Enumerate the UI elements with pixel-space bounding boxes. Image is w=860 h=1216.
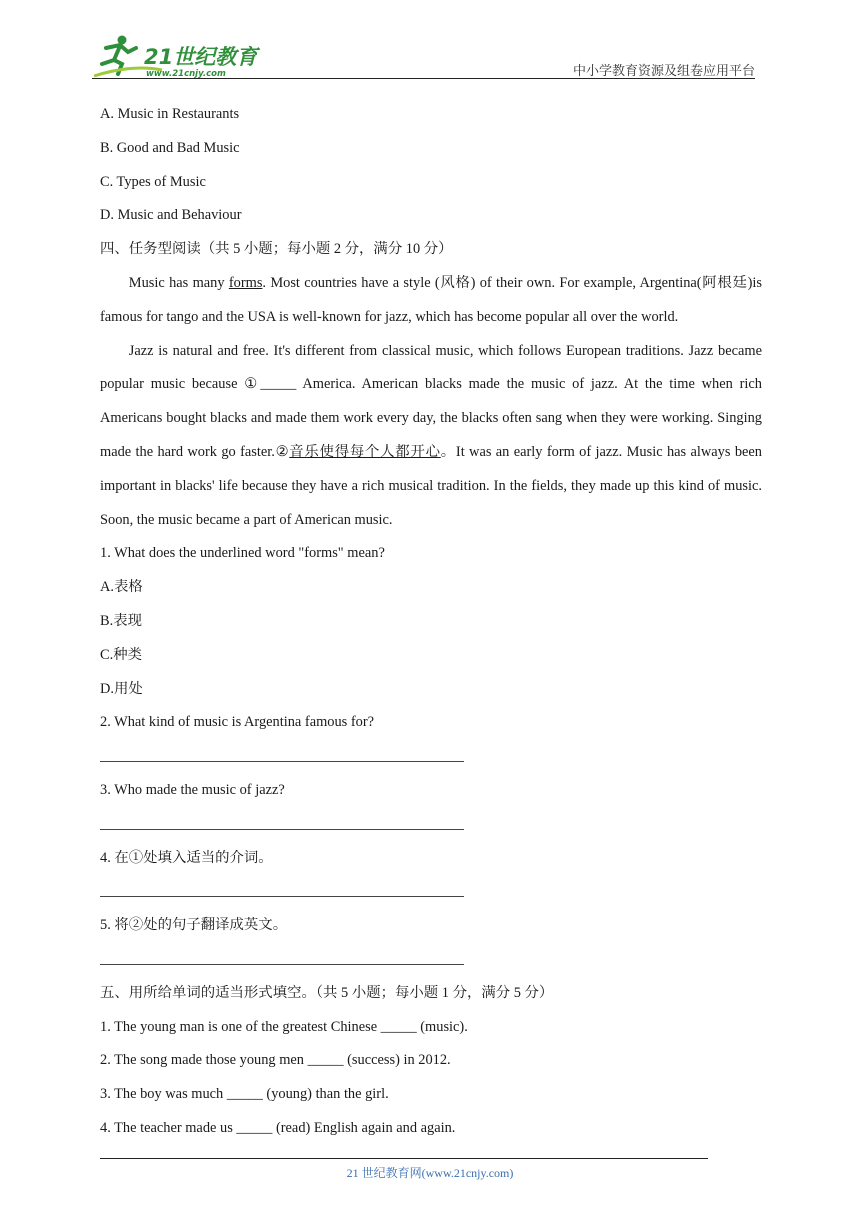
logo-url: www.21cnjy.com (146, 69, 226, 78)
q1-option-c: C.种类 (100, 646, 142, 663)
logo-text: 21世纪教育 (144, 45, 258, 69)
fill-item-1: 1. The young man is one of the greatest Chinese _____ (music). (100, 1018, 468, 1035)
option-b: B. Good and Bad Music (100, 139, 240, 156)
fill-item-2: 2. The song made those young men _____ (success) in 2012. (100, 1052, 451, 1069)
header-divider (92, 78, 755, 79)
underlined-sentence-2: 音乐使得每个人都开心 (289, 443, 441, 460)
fill-item-3: 3. The boy was much _____ (young) than the girl. (100, 1086, 389, 1103)
page-header (92, 30, 755, 80)
logo-runner-icon (92, 34, 262, 78)
p2-text-b: 。It was an early form of jazz. Music has always been important in blacks' life because they have a rich musical tradition. In the fields, they made up this kind of music. Soon, the music became a part of American music. (100, 443, 762, 528)
question-3: 3. Who made the music of jazz? (100, 781, 285, 798)
question-5: 5. 将②处的句子翻译成英文。 (100, 917, 288, 934)
site-logo (92, 34, 262, 78)
underlined-word-forms: forms (228, 274, 263, 291)
q1-option-d: D.用处 (100, 680, 143, 697)
p1-text-b: . Most countries have a style (风格) of their own. For example, Argentina(阿根廷)is famous for tango and the USA is well-known for jazz, which has become popular all over the world. (100, 274, 762, 325)
section-4-title: 四、任务型阅读（共 5 小题；每小题 2 分，满分 10 分） (100, 241, 453, 258)
answer-line-5[interactable] (100, 943, 762, 977)
passage-paragraph-1 (100, 267, 762, 335)
section-5-title: 五、用所给单词的适当形式填空。（共 5 小题；每小题 1 分，满分 5 分） (100, 984, 554, 1001)
passage-paragraph-2 (100, 335, 762, 538)
q1-option-b: B.表现 (100, 612, 142, 629)
question-2: 2. What kind of music is Argentina famous for? (100, 714, 375, 731)
footer-link[interactable]: 21 世纪教育网(www.21cnjy.com) (346, 1166, 514, 1180)
fill-item-4: 4. The teacher made us _____ (read) English again and again. (100, 1119, 456, 1136)
platform-label: 中小学教育资源及组卷应用平台 (572, 63, 755, 78)
option-c: C. Types of Music (100, 173, 206, 190)
answer-line-3[interactable] (100, 808, 762, 842)
option-a: A. Music in Restaurants (100, 106, 240, 122)
answer-line-4[interactable] (100, 875, 762, 909)
option-d: D. Music and Behaviour (100, 207, 242, 224)
question-1: 1. What does the underlined word "forms" mean? (100, 545, 385, 562)
question-4: 4. 在①处填入适当的介词。 (100, 849, 273, 866)
p2-text-a: Jazz is natural and free. It's different from classical music, which follows European traditions. Jazz became popular music because ①_____ America. American blacks made the music of jazz. At the time when rich Americans bought blacks and made them work every day, the blacks often sang when they were working. Singing made the hard work go faster.② (100, 342, 762, 460)
q1-option-a: A.表格 (100, 579, 143, 596)
answer-line-2[interactable] (100, 740, 762, 774)
p1-text-a: Music has many (128, 274, 229, 291)
document-body (100, 98, 762, 1146)
footer-divider (100, 1158, 708, 1159)
